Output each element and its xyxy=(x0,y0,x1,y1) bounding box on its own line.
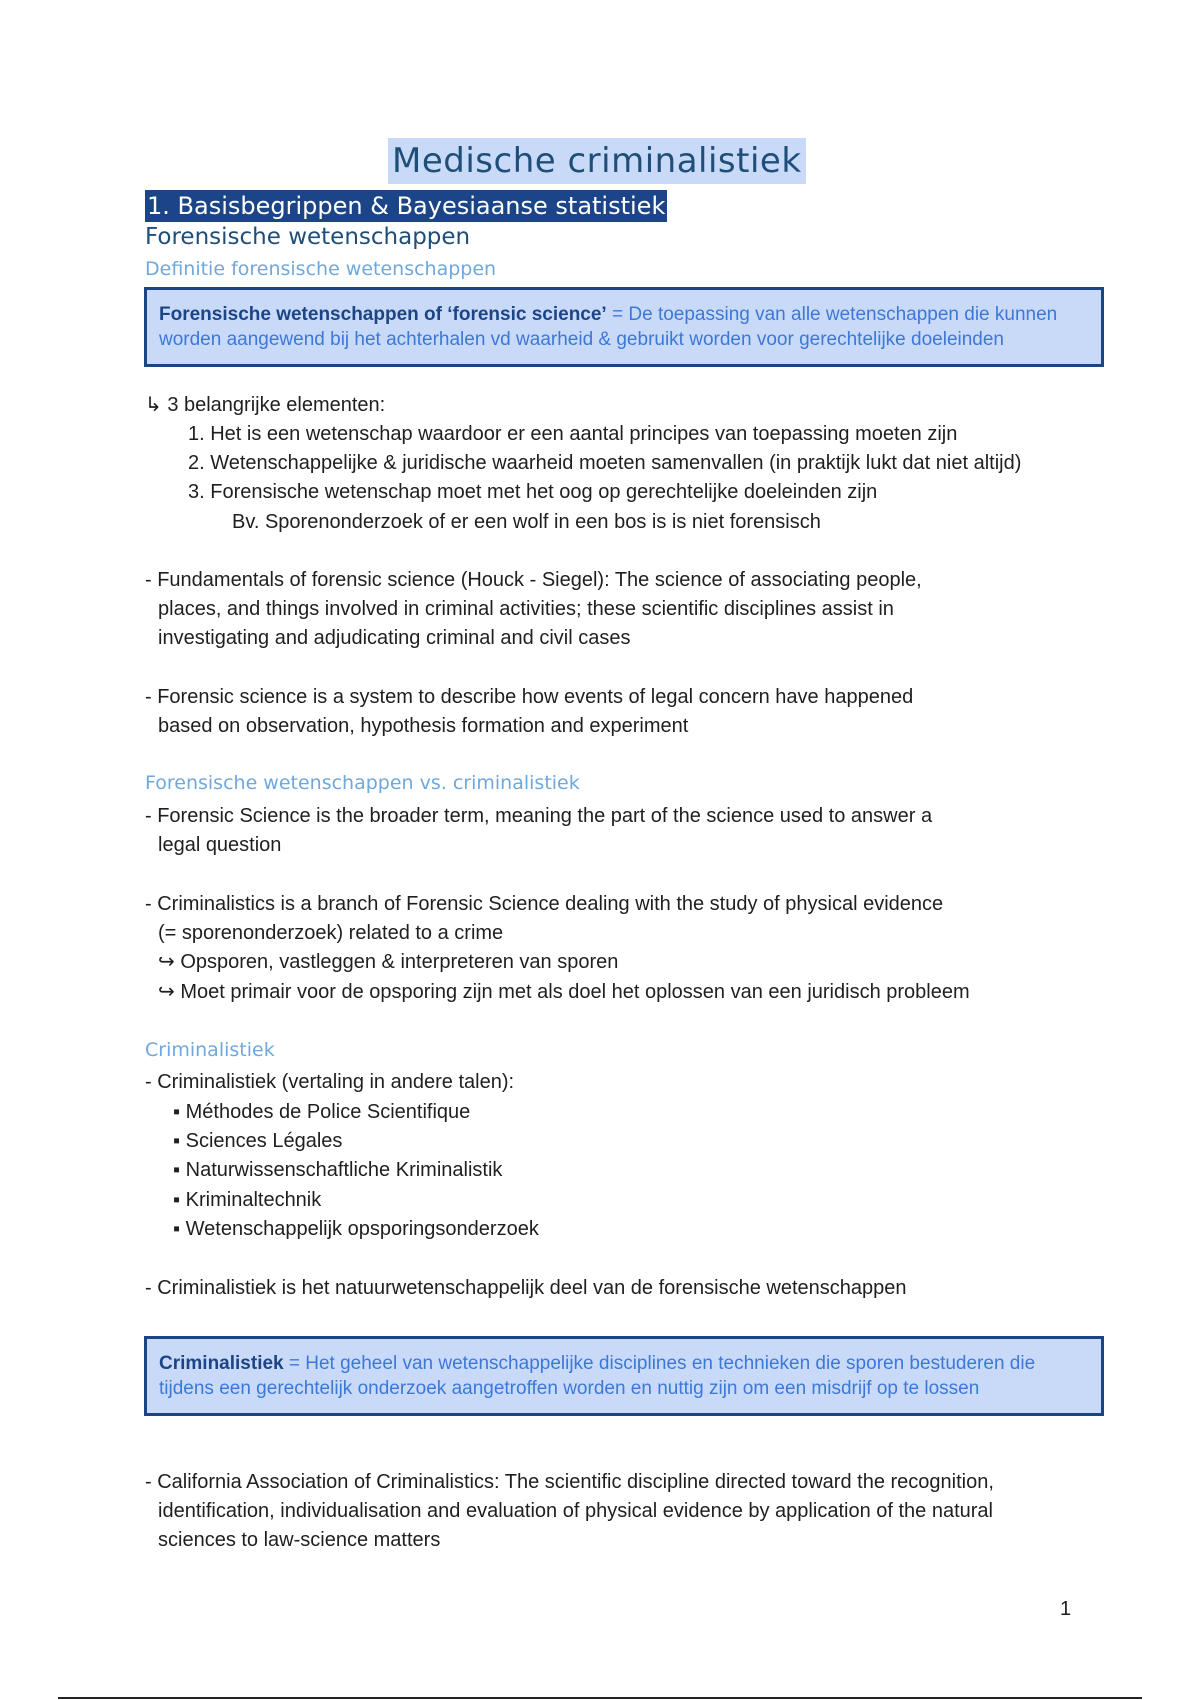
definition-text: = De toepassing van alle wetenschappen die kunnen worden aangewend bij het achterhalen vd waarheid & gebruikt worden voor gerechtelijke doeleinden xyxy=(159,304,1058,350)
list-item: 3. Forensische wetenschap moet met het oog op gerechtelijke doeleinden zijn xyxy=(188,481,878,503)
paragraph-line: - Fundamentals of forensic science (Houck - Siegel): The science of associating people, xyxy=(145,569,922,591)
list-item: 1. Het is een wetenschap waardoor er een aantal principes van toepassing moeten zijn xyxy=(188,423,958,445)
page-number: 1 xyxy=(1060,1598,1072,1620)
subsection-criminalistiek: Criminalistiek xyxy=(145,1039,275,1061)
paragraph-line: sciences to law-science matters xyxy=(158,1529,441,1551)
list-item: ▪ Sciences Légales xyxy=(173,1130,343,1152)
paragraph-line: investigating and adjudicating criminal and civil cases xyxy=(158,627,631,649)
paragraph-line: (= sporenonderzoek) related to a crime xyxy=(158,922,504,944)
chapter-heading: 1. Basisbegrippen & Bayesiaanse statistiek xyxy=(147,192,666,220)
definition-term: Criminalistiek xyxy=(159,1353,284,1374)
paragraph-line: identification, individualisation and evaluation of physical evidence by application of the natural xyxy=(158,1500,993,1522)
elements-intro: ↳ 3 belangrijke elementen: xyxy=(145,394,386,416)
definition-term: Forensische wetenschappen of ‘forensic science’ xyxy=(159,304,607,325)
list-item: 2. Wetenschappelijke & juridische waarheid moeten samenvallen (in praktijk lukt dat niet altijd) xyxy=(188,452,1022,474)
definition-box-forensic-science xyxy=(144,287,1104,367)
list-item: ▪ Wetenschappelijk opsporingsonderzoek xyxy=(173,1218,539,1240)
example-line: Bv. Sporenonderzoek of er een wolf in een bos is is niet forensisch xyxy=(232,511,821,533)
paragraph-line: - Criminalistiek is het natuurwetenschappelijk deel van de forensische wetenschappen xyxy=(145,1277,907,1299)
translation-intro: - Criminalistiek (vertaling in andere talen): xyxy=(145,1071,515,1093)
subsection-vs: Forensische wetenschappen vs. criminalistiek xyxy=(145,772,580,794)
paragraph-line: - Forensic science is a system to describe how events of legal concern have happened xyxy=(145,686,914,708)
list-item: ▪ Naturwissenschaftliche Kriminalistik xyxy=(173,1159,503,1181)
footer-divider xyxy=(58,1697,1142,1699)
paragraph-line: places, and things involved in criminal activities; these scientific disciplines assist in xyxy=(158,598,894,620)
paragraph-line: - Criminalistics is a branch of Forensic Science dealing with the study of physical evidence xyxy=(145,893,944,915)
definition-text: = Het geheel van wetenschappelijke disciplines en technieken die sporen bestuderen die tijdens een gerechtelijk onderzoek aangetroffen worden en nuttig zijn om een misdrijf op te lossen xyxy=(159,1353,1036,1399)
list-item: ▪ Méthodes de Police Scientifique xyxy=(173,1101,471,1123)
paragraph-line: - Forensic Science is the broader term, meaning the part of the science used to answer a xyxy=(145,805,933,827)
paragraph-line: ↪ Moet primair voor de opsporing zijn met als doel het oplossen van een juridisch probleem xyxy=(158,981,970,1003)
subsection-definitie: Definitie forensische wetenschappen xyxy=(145,258,497,280)
paragraph-line: - California Association of Criminalistics: The scientific discipline directed toward the recognition, xyxy=(145,1471,994,1493)
paragraph-line: legal question xyxy=(158,834,282,856)
document-title: Medische criminalistiek xyxy=(388,138,806,184)
paragraph-line: based on observation, hypothesis formation and experiment xyxy=(158,715,689,737)
list-item: ▪ Kriminaltechnik xyxy=(173,1189,322,1211)
definition-box-criminalistiek xyxy=(144,1336,1104,1416)
paragraph-line: ↪ Opsporen, vastleggen & interpreteren van sporen xyxy=(158,951,619,973)
section-heading: Forensische wetenschappen xyxy=(145,224,471,250)
